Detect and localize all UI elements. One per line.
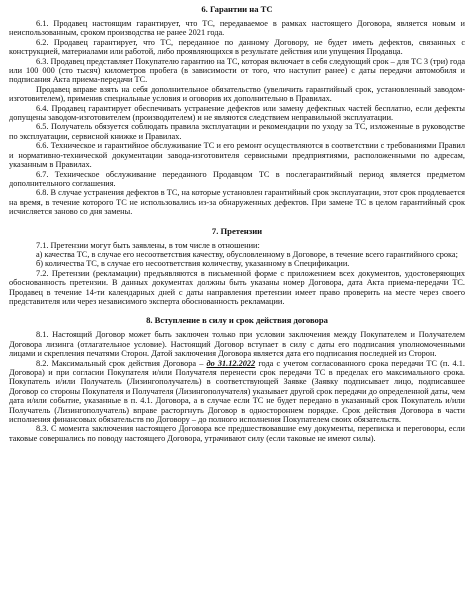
clause-7-1-a: а) качества ТС, в случае его несоответствия качеству, обусловленному в Договоре, в течение всего гарантийного срока; <box>36 249 458 259</box>
clause-8-1: 8.1. Настоящий Договор может быть заключен только при условии заключения между Покупателем и Получателем Договора лизинга (отлагательное условие). Настоящий Договор вступает в силу с даты его подписания уполномоченными лицами и скрепления печатями Сторон. Датой заключения Договора является дата его подписания последней из Сторон. <box>9 330 465 359</box>
section-8-heading: 8. Вступление в силу и срок действия договора <box>146 315 328 326</box>
clause-6-5: 6.5. Получатель обязуется соблюдать правила эксплуатации и рекомендации по уходу за ТС, изложенные в руководстве по эксплуатации, сервисной книжке и Правилах. <box>9 122 465 141</box>
clause-8-2-date: до 31.12.2022 <box>206 358 256 368</box>
clause-6-6: 6.6. Техническое и гарантийное обслуживание ТС и его ремонт осуществляются в соответствии с требованиями Правил и нормативно-технической документации завода-изготовителя сервисными предприятиями, расположенными по адресам, указанным в Правилах. <box>9 141 465 170</box>
clause-6-7: 6.7. Техническое обслуживание переданного Продавцом ТС в послегарантийный период является предметом дополнительного соглашения. <box>9 169 465 188</box>
section-7-heading: 7. Претензии <box>211 225 263 236</box>
section-6-heading: 6. Гарантии на ТС <box>201 4 273 14</box>
clause-6-1: 6.1. Продавец настоящим гарантирует, что ТС, передаваемое в рамках настоящего Договора, является новым и неиспользованным, сроком производства не ранее 2021 года. <box>9 19 465 38</box>
clause-6-3: 6.3. Продавец представляет Покупателю гарантию на ТС, которая включает в себя следующий срок – для ТС 3 (три) года или 100 000 (сто тысяч) километров пробега (в зависимости от того, что наступит ранее) с даты передачи автомобиля и подписания Акта приема-передачи ТС. <box>9 56 465 85</box>
clause-7-1: 7.1. Претензии могут быть заявлены, в том числе в отношении: <box>36 240 260 250</box>
clause-8-2 <box>9 359 465 425</box>
clause-6-2: 6.2. Продавец гарантирует, что ТС, переданное по данному Договору, не будет иметь дефектов, связанных с конструкцией, материалами или работой, либо проявляющихся в результате действия или упущения Продавца. <box>9 37 465 57</box>
clause-8-2-start: 8.2. Максимальный срок действия Договора – <box>36 358 207 368</box>
document-content <box>9 4 465 443</box>
clause-7-1-b: б) количества ТС, в случае его несоответствия количеству, указанному в Спецификации. <box>36 259 350 269</box>
clause-7-2: 7.2. Претензии (рекламации) предъявляются в письменной форме с приложением всех документов, удостоверяющих обоснованность претензии. В данных документах должны быть указаны номер Договора, дата Акта приема-передачи ТС. Продавец в течение 14-ти календарных дней с даты направления претензии имеет право проверить на месте через своего представителя или через независимого эксперта обоснованность рекламации. <box>9 268 465 306</box>
clause-8-2-rest: года с учетом согласованного срока передачи ТС (п. 4.1. Договора) и при согласии Покупателя и/или Получателя перенести срок передачи ТС в пределах его максимального срока. Покупатель и/или Получатель (Лизингополучатель) в соответствующей Заявке (Заявку подписывает лицо, подписавшее Договор со стороны Покупателя и Получателя (Лизингополучателя) указывает другой срок передачи до определенной даты, чем дата и/или событие, указанные в п. 4.1. Договора, а в случае если ТС не будет передано в указанный срок Покупатель и/или Получатель (Лизингополучатель) вправе расторгнуть Договор в одностороннем порядке. Срок действия Договора в части исполнения финансовых обязательств по Договору – до полного исполнения Покупателем своих обязательств. <box>9 358 465 425</box>
clause-6-3-extra: Продавец вправе взять на себя дополнительное обязательство (увеличить гарантийный срок, установленный заводом-изготовителем), применив специальные условия и оговорив их дополнительно в Правилах. <box>9 84 465 104</box>
clause-6-4: 6.4. Продавец гарантирует обеспечивать устранение дефектов или замену дефектных частей бесплатно, если дефекты допущены заводом-изготовителем (производителем) и не являются следствием неправильной эксплуатации. <box>9 103 465 123</box>
clause-8-3: 8.3. С момента заключения настоящего Договора все предшествовавшие ему документы, переписка и переговоры, если таковые совершались по поводу настоящего Договора, утрачивают силу (если таковые не имеют силы). <box>9 424 465 443</box>
clause-6-8: 6.8. В случае устранения дефектов в ТС, на которые установлен гарантийный срок эксплуатации, этот срок продлевается на время, в течение которого ТС не использовались из-за обнаруженных дефектов. При замене ТС в целом гарантийный срок исчисляется заново со дня замены. <box>9 188 465 217</box>
